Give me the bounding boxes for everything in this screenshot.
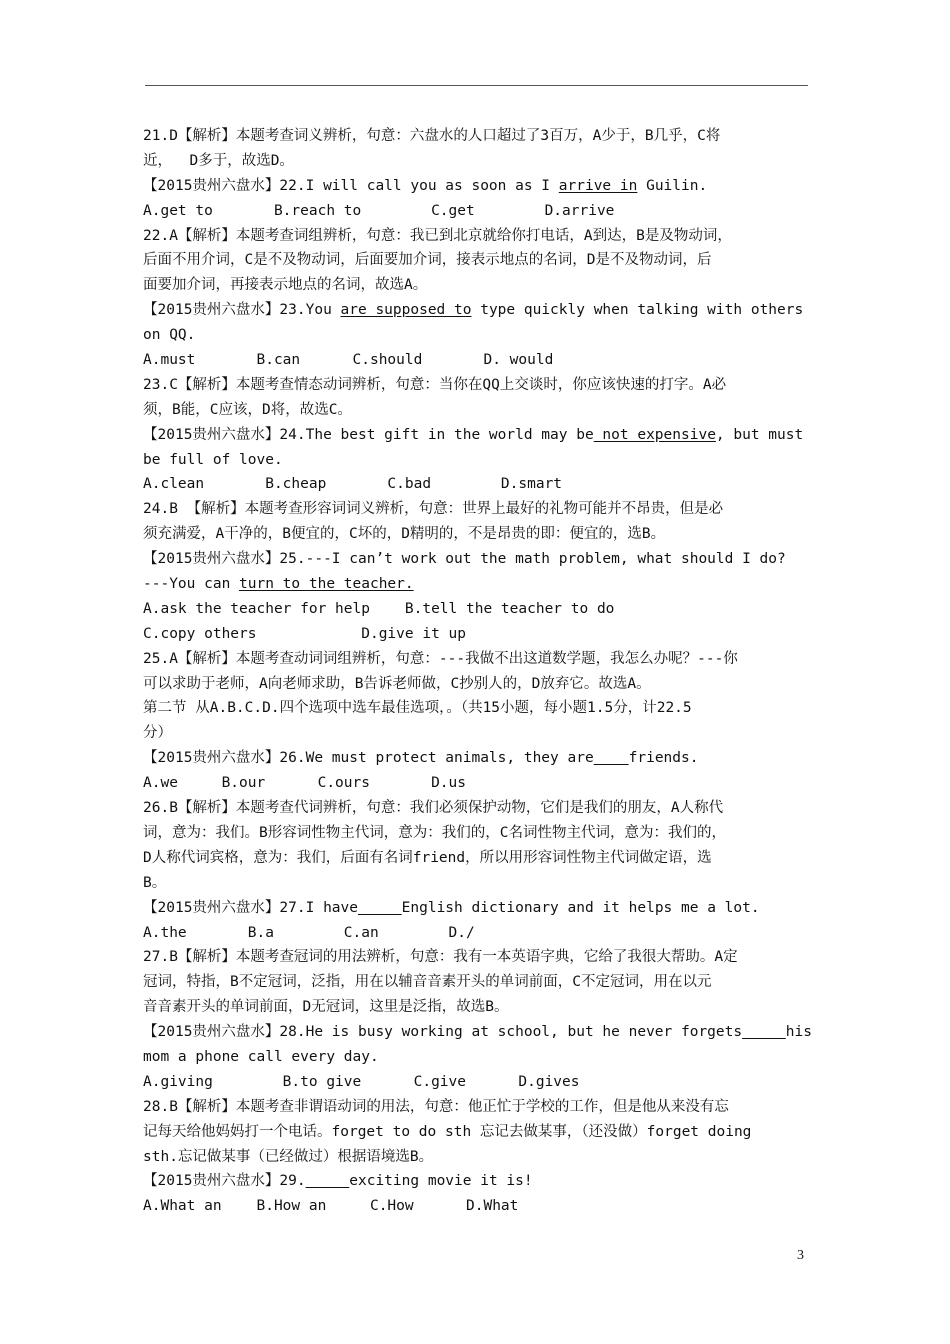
text-line	[143, 124, 811, 149]
text-line	[143, 846, 811, 871]
text-segment: 【2015贵州六盘水】22.I will call you as soon as I	[143, 177, 559, 194]
text-line	[143, 373, 811, 398]
text-line	[143, 721, 811, 746]
text-segment: 27.B【解析】本题考查冠词的用法辨析，句意：我有一本英语字典，它给了我很大帮助。A定	[143, 949, 738, 966]
text-line	[143, 921, 811, 946]
text-line	[143, 597, 811, 622]
underlined-segment	[742, 1024, 786, 1040]
document-body	[143, 124, 811, 1219]
text-line	[143, 970, 811, 995]
text-line	[143, 1095, 811, 1120]
text-segment: A.get to B.reach to C.get D.arrive	[143, 202, 615, 219]
text-line	[143, 224, 811, 249]
text-line	[143, 1045, 811, 1070]
text-segment: be full of love.	[143, 451, 283, 468]
text-segment: mom a phone call every day.	[143, 1048, 379, 1065]
text-segment: 面要加介词，再接表示地点的名词，故选A。	[143, 277, 428, 294]
text-line	[143, 497, 811, 522]
text-line	[143, 821, 811, 846]
text-line	[143, 572, 811, 597]
text-line	[143, 472, 811, 497]
text-segment: A.What an B.How an C.How D.What	[143, 1198, 519, 1215]
header-rule	[145, 85, 808, 86]
text-line	[143, 746, 811, 771]
underlined-segment	[306, 1173, 350, 1189]
text-line	[143, 348, 811, 373]
text-line	[143, 174, 811, 199]
text-segment: 【2015贵州六盘水】24.The best gift in the world may be	[143, 426, 594, 443]
text-line	[143, 622, 811, 647]
text-segment: 词，意为：我们。B形容词性物主代词，意为：我们的，C名词性物主代词，意为：我们的，	[143, 824, 726, 841]
text-segment: 24.B 【解析】本题考查形容词词义辨析，句意：世界上最好的礼物可能并不昂贵，但是必	[143, 501, 724, 518]
text-segment: 后面不用介词，C是不及物动词，后面要加介词，接表示地点的名词，D是不及物动词，后	[143, 252, 712, 269]
text-segment: friends.	[628, 750, 699, 767]
text-segment: 分）	[143, 725, 172, 742]
text-line	[143, 448, 811, 473]
text-segment: D人称代词宾格，意为：我们，后面有名词friend，所以用形容词性物主代词做定语，选	[143, 849, 712, 866]
page-number: 3	[797, 1248, 804, 1263]
text-segment: 21.D【解析】本题考查词义辨析，句意：六盘水的人口超过了3百万，A少于，B几乎，C将	[143, 128, 721, 144]
text-segment: A.must B.can C.should D. would	[143, 352, 554, 369]
text-line	[143, 1145, 811, 1170]
text-segment: 近， D多于，故选D。	[143, 152, 294, 169]
text-segment: exciting movie it is!	[349, 1173, 533, 1190]
text-segment: B。	[143, 874, 167, 891]
text-segment: 22.A【解析】本题考查词组辨析，句意：我已到北京就给你打电话，A到达，B是及物动词，	[143, 227, 732, 244]
text-segment: 可以求助于老师，A向老师求助，B告诉老师做，C抄别人的，D放弃它。故选A。	[143, 675, 651, 692]
text-line	[143, 672, 811, 697]
underlined-segment: turn to the teacher.	[239, 576, 414, 593]
text-line	[143, 248, 811, 273]
text-segment: on QQ.	[143, 327, 196, 344]
text-line	[143, 149, 811, 174]
text-segment: A.the B.a C.an D./	[143, 924, 475, 941]
text-segment: A.we B.our C.ours D.us	[143, 775, 467, 792]
text-segment: 【2015贵州六盘水】29.	[143, 1173, 306, 1190]
text-segment: 第二节 从A.B.C.D.四个选项中选车最佳选项，。（共15小题，每小题1.5分，计22.5	[143, 700, 692, 717]
text-line	[143, 1194, 811, 1219]
text-line	[143, 945, 811, 970]
text-segment: C.copy others D.give it up	[143, 625, 467, 642]
text-line	[143, 423, 811, 448]
text-line	[143, 871, 811, 896]
text-line	[143, 771, 811, 796]
text-segment: 记每天给他妈妈打一个电话。forget to do sth 忘记去做某事，（还没做）forget doing	[143, 1123, 752, 1140]
underlined-segment	[358, 900, 402, 916]
text-segment: A.ask the teacher for help B.tell the teacher to do	[143, 600, 615, 617]
text-segment: 23.C【解析】本题考查情态动词辨析，句意：当你在QQ上交谈时，你应该快速的打字。A必	[143, 376, 727, 393]
text-line	[143, 323, 811, 348]
text-line	[143, 398, 811, 423]
text-segment: 26.B【解析】本题考查代词辨析，句意：我们必须保护动物，它们是我们的朋友，A人称代	[143, 800, 724, 817]
text-line	[143, 896, 811, 921]
text-line	[143, 273, 811, 298]
text-segment: 须，B能，C应该，D将，故选C。	[143, 401, 352, 418]
text-segment: Guilin.	[637, 177, 708, 194]
text-segment: 【2015贵州六盘水】23.You	[143, 302, 341, 319]
text-line	[143, 1070, 811, 1095]
text-segment: type quickly when talking with others	[471, 302, 804, 319]
text-line	[143, 298, 811, 323]
text-line	[143, 199, 811, 224]
text-line	[143, 1020, 811, 1045]
underlined-segment: are supposed to	[340, 302, 472, 319]
text-line	[143, 696, 811, 721]
text-line	[143, 796, 811, 821]
text-segment: , but must	[715, 426, 804, 443]
text-line	[143, 1169, 811, 1194]
text-segment: ---You can	[143, 576, 240, 593]
text-segment: 须充满爱，A干净的，B便宜的，C坏的，D精明的，不是昂贵的即：便宜的，选B。	[143, 526, 666, 543]
text-segment: A.clean B.cheap C.bad D.smart	[143, 476, 563, 493]
text-line	[143, 522, 811, 547]
text-segment: 25.A【解析】本题考查动词词组辨析，句意：---我做不出这道数学题，我怎么办呢？---你	[143, 650, 738, 667]
text-line	[143, 647, 811, 672]
text-segment: 【2015贵州六盘水】27.I have	[143, 899, 358, 916]
text-segment: 【2015贵州六盘水】25.---I can’t work out the math problem, what should I do?	[143, 551, 786, 568]
text-segment: 28.B【解析】本题考查非谓语动词的用法，句意：他正忙于学校的工作，但是他从来没有忘	[143, 1098, 729, 1115]
text-segment: English dictionary and it helps me a lot.	[401, 899, 760, 916]
text-line	[143, 995, 811, 1020]
text-segment: A.giving B.to give C.give D.gives	[143, 1073, 580, 1090]
text-segment: 【2015贵州六盘水】26.We must protect animals, they are	[143, 750, 594, 767]
text-segment: 音音素开头的单词前面，D无冠词，这里是泛指，故选B。	[143, 999, 509, 1016]
text-segment: 【2015贵州六盘水】28.He is busy working at school, but he never forgets	[143, 1024, 743, 1041]
text-segment: his	[785, 1024, 812, 1041]
underlined-segment: not expensive	[593, 426, 716, 443]
text-line	[143, 547, 811, 572]
underlined-segment	[594, 750, 629, 766]
underlined-segment: arrive in	[558, 177, 638, 194]
text-segment: sth.忘记做某事（已经做过）根据语境选B。	[143, 1148, 434, 1165]
text-line	[143, 1120, 811, 1145]
text-segment: 冠词，特指，B不定冠词，泛指，用在以辅音音素开头的单词前面，C不定冠词，用在以元	[143, 974, 712, 991]
